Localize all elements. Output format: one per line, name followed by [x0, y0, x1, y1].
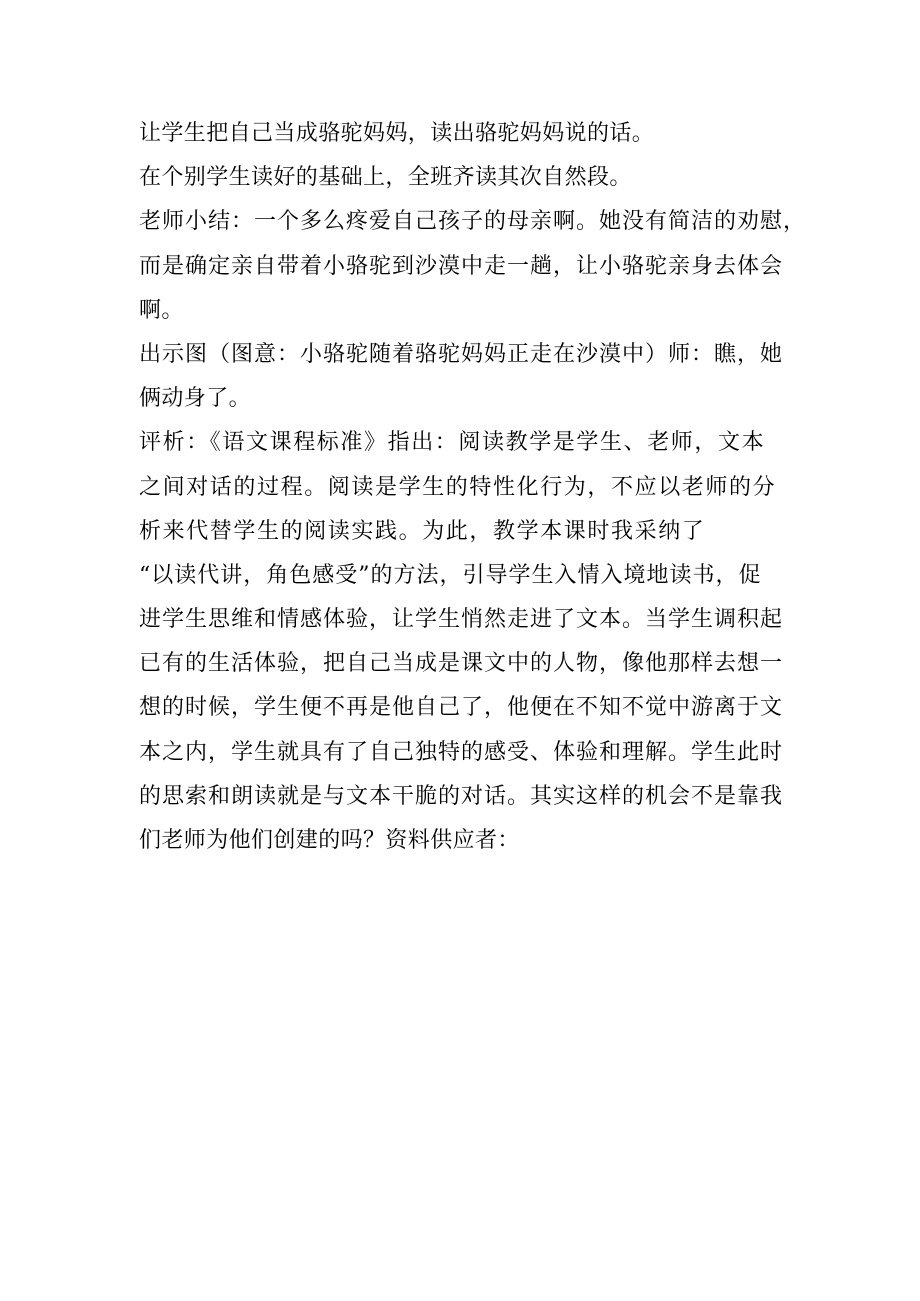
text-line: 在个别学生读好的基础上，全班齐读其次自然段。 [139, 165, 632, 191]
body-text [139, 112, 807, 863]
text-line: 俩动身了。 [139, 386, 252, 412]
text-line: 出示图（图意：小骆驼随着骆驼妈妈正走在沙漠中）师：瞧，她 [139, 341, 784, 367]
text-line: 而是确定亲自带着小骆驼到沙漠中走一趟，让小骆驼亲身去体会 [139, 253, 784, 279]
text-line: 进学生思维和情感体验，让学生悄然走进了文本。当学生调积起 [139, 607, 784, 633]
text-line: 啊。 [139, 297, 184, 323]
text-line: 让学生把自己当成骆驼妈妈，读出骆驼妈妈说的话。 [139, 121, 655, 146]
text-line: “以读代讲，角色感受”的方法，引导学生入情入境地读书，促 [139, 562, 762, 588]
text-line: 已有的生活体验，把自己当成是课文中的人物，像他那样去想一 [139, 651, 784, 677]
text-line: 的思索和朗读就是与文本干脆的对话。其实这样的机会不是靠我 [139, 783, 784, 809]
text-line: 想的时候，学生便不再是他自己了，他便在不知不觉中游离于文 [139, 695, 784, 721]
text-line: 之间对话的过程。阅读是学生的特性化行为，不应以老师的分 [139, 474, 777, 500]
text-line: 本之内，学生就具有了自己独特的感受、体验和理解。学生此时 [139, 739, 784, 765]
text-line: 析来代替学生的阅读实践。为此，教学本课时我采纳了 [139, 518, 706, 544]
text-line: 评析：《语文课程标准》指出：阅读教学是学生、老师，文本 [139, 430, 766, 456]
text-line: 老师小结：一个多么疼爱自己孩子的母亲啊。她没有简洁的劝慰， [139, 209, 807, 235]
text-line: 们老师为他们创建的吗？资料供应者： [139, 828, 520, 853]
